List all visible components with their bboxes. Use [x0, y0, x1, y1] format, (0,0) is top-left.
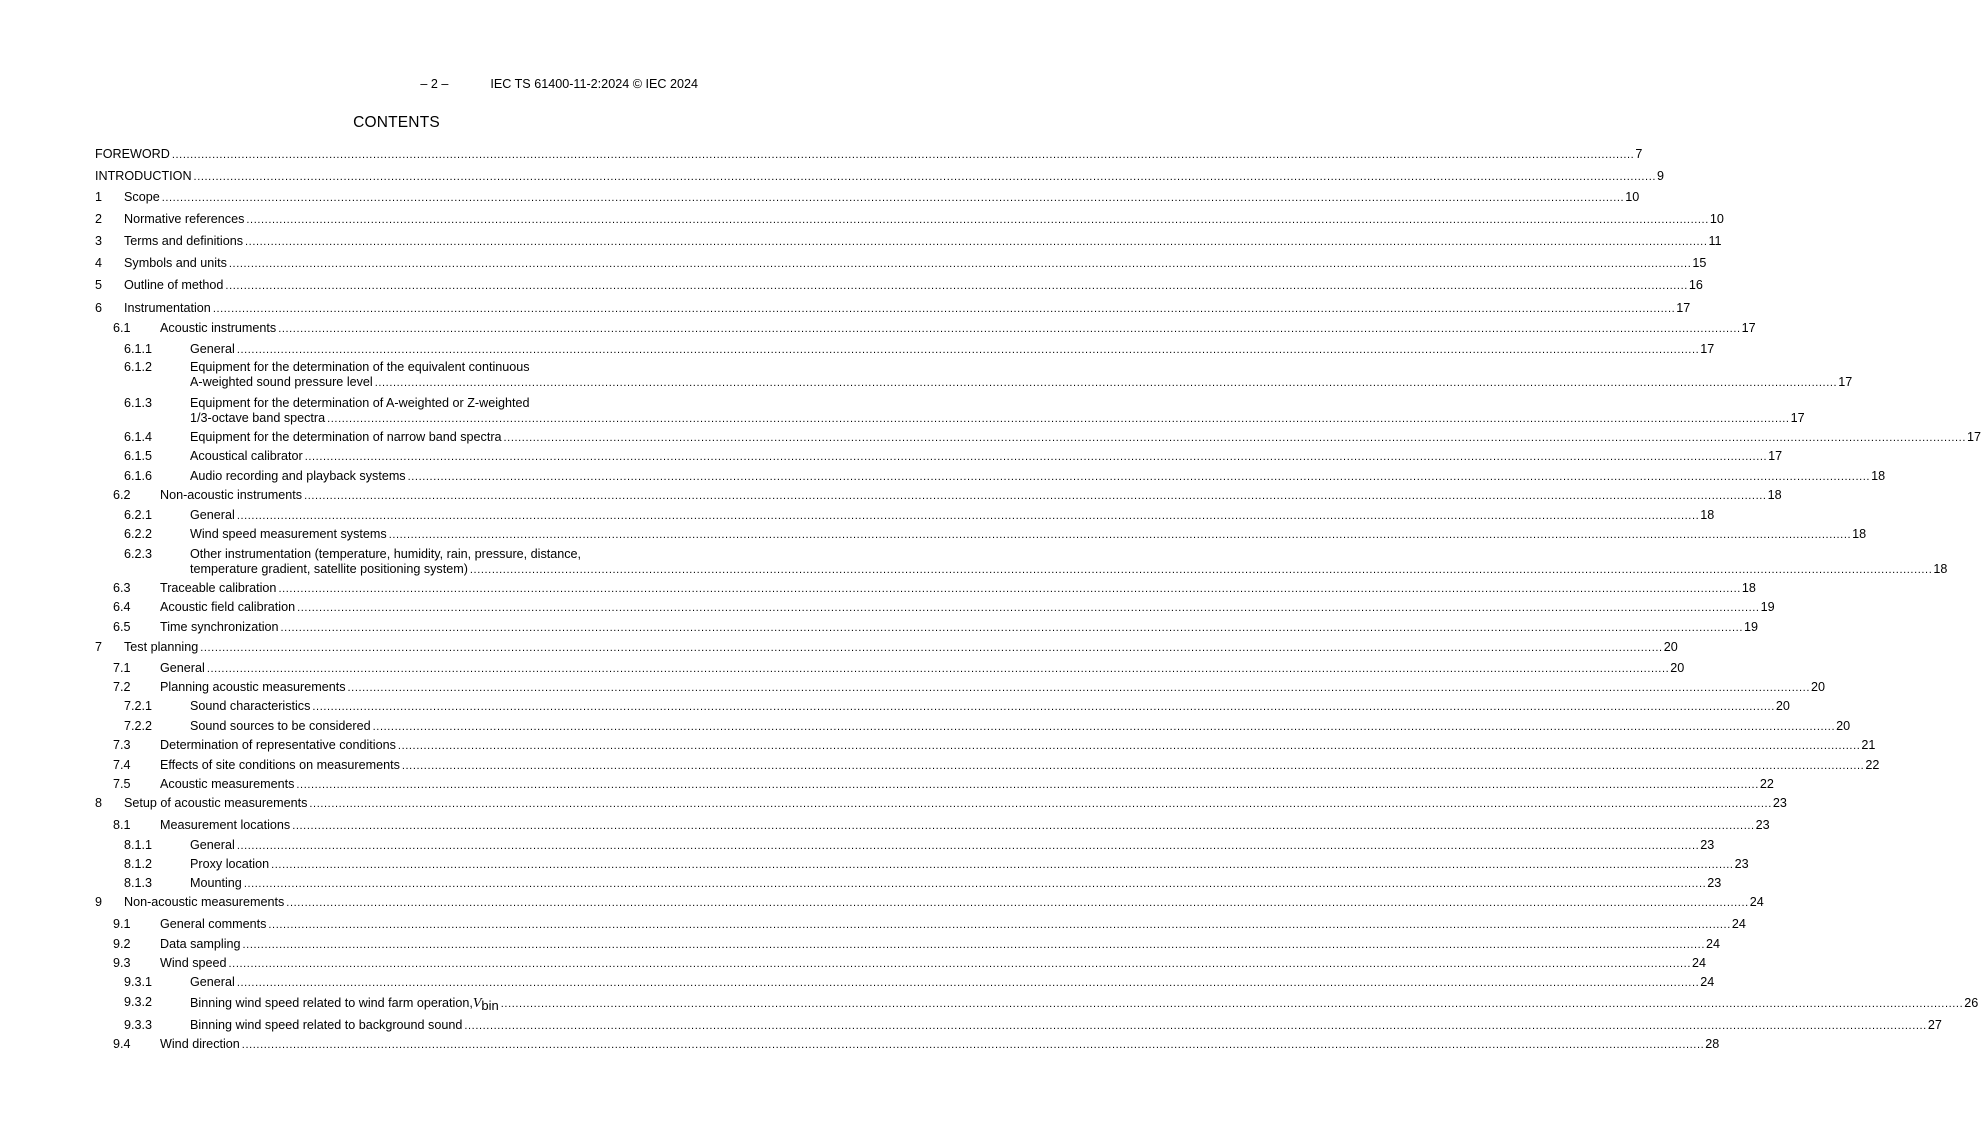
dot-leader: ................................................................................................................................................................................................................................................................................................................................................................................................................ [309, 798, 1772, 810]
dot-leader: ................................................................................................................................................................................................................................................................................................................................................................................................................ [304, 451, 1768, 463]
toc-entry-number: 9.3.2 [124, 995, 153, 1009]
toc-entry-line [124, 212, 1724, 228]
toc-entry-line [160, 758, 1880, 774]
toc-entry-page: 19 [1744, 620, 1759, 634]
toc-entry-line [160, 956, 1706, 972]
toc-entry-title: Acoustic instruments [160, 321, 277, 335]
toc-entry-title: Planning acoustic measurements [160, 680, 346, 694]
toc-entry-page: 18 [1871, 469, 1886, 483]
dot-leader: ................................................................................................................................................................................................................................................................................................................................................................................................................ [312, 701, 1775, 713]
dot-leader: ................................................................................................................................................................................................................................................................................................................................................................................................................ [242, 939, 1705, 951]
toc-entry-title: Time synchronization [160, 620, 279, 634]
dot-leader: ................................................................................................................................................................................................................................................................................................................................................................................................................ [292, 820, 1755, 832]
toc-entry-title: Symbols and units [124, 256, 227, 270]
dot-leader: ................................................................................................................................................................................................................................................................................................................................................................................................................ [469, 564, 1933, 576]
toc-entry-number: 6.2.2 [124, 527, 153, 541]
toc-entry-number: 8.1.1 [124, 838, 153, 852]
toc-entry-line [190, 1018, 1942, 1034]
toc-entry-number: 8.1.2 [124, 857, 153, 871]
page-number: – 2 – [420, 77, 449, 91]
toc-entry-number: 6.1.1 [124, 342, 153, 356]
dot-leader: ................................................................................................................................................................................................................................................................................................................................................................................................................ [503, 432, 1966, 444]
toc-entry-page: 17 [1676, 301, 1691, 315]
toc-entry-line [160, 937, 1720, 953]
toc-entry-title: Traceable calibration [160, 581, 277, 595]
toc-entry-number: 6.1.3 [124, 396, 153, 410]
toc-entry-number: 8.1.3 [124, 876, 153, 890]
toc-entry-page: 23 [1755, 818, 1770, 832]
toc-entry-page: 28 [1705, 1037, 1720, 1051]
toc-entry-page: 27 [1927, 1018, 1942, 1032]
dot-leader: ................................................................................................................................................................................................................................................................................................................................................................................................................ [401, 760, 1865, 772]
toc-entry-number: 7.4 [113, 758, 131, 772]
toc-entry-page: 15 [1692, 256, 1707, 270]
toc-entry-number: 7.1 [113, 661, 131, 675]
toc-entry-line [160, 738, 1876, 754]
toc-entry-title: Terms and definitions [124, 234, 244, 248]
toc-entry-page: 17 [1768, 449, 1783, 463]
toc-entry-page: 10 [1709, 212, 1724, 226]
toc-entry-line [190, 995, 1979, 1013]
toc-entry-line [190, 838, 1715, 854]
toc-entry-number: 9.2 [113, 937, 131, 951]
toc-entry-number: 9.4 [113, 1037, 131, 1051]
toc-entry-number: 9.3.3 [124, 1018, 153, 1032]
toc-entry-page: 7 [1635, 147, 1643, 161]
toc-entry-number: 3 [95, 234, 103, 248]
toc-entry-title: Non-acoustic measurements [124, 895, 285, 909]
toc-entry-line [190, 449, 1783, 465]
toc-entry-line [95, 147, 1643, 163]
toc-entry-line [190, 699, 1790, 715]
dot-leader: ................................................................................................................................................................................................................................................................................................................................................................................................................ [236, 840, 1700, 852]
toc-entry-number: 9.3.1 [124, 975, 153, 989]
toc-entry-page: 21 [1861, 738, 1876, 752]
toc-entry-number: 6.2 [113, 488, 131, 502]
toc-entry-title-line1: Equipment for the determination of the equivalent continuous [190, 360, 530, 374]
toc-entry-page: 23 [1700, 838, 1715, 852]
toc-entry-line [190, 719, 1851, 735]
toc-entry-line [160, 777, 1774, 793]
toc-entry-title: temperature gradient, satellite positioning system) [190, 562, 468, 576]
toc-entry-page: 23 [1707, 876, 1722, 890]
toc-entry-page: 20 [1775, 699, 1790, 713]
toc-entry-title: Acoustical calibrator [190, 449, 303, 463]
toc-entry-number: 7.2 [113, 680, 131, 694]
toc-entry-line [124, 234, 1722, 250]
page-title: CONTENTS [353, 114, 440, 131]
dot-leader: ................................................................................................................................................................................................................................................................................................................................................................................................................ [280, 622, 1743, 634]
toc-entry-number: 6 [95, 301, 103, 315]
dot-leader: ................................................................................................................................................................................................................................................................................................................................................................................................................ [296, 779, 1759, 791]
toc-entry-title: General [190, 838, 235, 852]
dot-leader: ................................................................................................................................................................................................................................................................................................................................................................................................................ [278, 323, 1741, 335]
toc-entry-line [160, 680, 1825, 696]
toc-entry-line [190, 857, 1749, 873]
toc-entry-number: 6.5 [113, 620, 131, 634]
toc-entry-line [160, 581, 1756, 597]
toc-entry-line [124, 190, 1640, 206]
toc-entry-page: 17 [1790, 411, 1805, 425]
toc-entry-page: 22 [1759, 777, 1774, 791]
toc-entry-title: Data sampling [160, 937, 241, 951]
toc-entry-title: General [190, 508, 235, 522]
toc-entry-page: 20 [1810, 680, 1825, 694]
toc-entry-line [160, 818, 1770, 834]
toc-entry-title: Wind direction [160, 1037, 240, 1051]
toc-entry-title: General comments [160, 917, 267, 931]
dot-leader: ................................................................................................................................................................................................................................................................................................................................................................................................................ [372, 721, 1836, 733]
toc-entry-title: Equipment for the determination of narrow band spectra [190, 430, 502, 444]
toc-entry-number: 7.3 [113, 738, 131, 752]
toc-entry-title: INTRODUCTION [95, 169, 192, 183]
toc-entry-number: 6.1.2 [124, 360, 153, 374]
toc-entry-number: 5 [95, 278, 103, 292]
toc-entry-page: 23 [1772, 796, 1787, 810]
page-header [0, 77, 698, 91]
toc-entry-line [190, 469, 1886, 485]
toc-entry-title: General [190, 342, 235, 356]
dot-leader: ................................................................................................................................................................................................................................................................................................................................................................................................................ [228, 258, 1692, 270]
toc-entry-line [124, 895, 1764, 911]
toc-entry-page: 24 [1749, 895, 1764, 909]
dot-leader: ................................................................................................................................................................................................................................................................................................................................................................................................................ [268, 919, 1731, 931]
toc-entry-title: Mounting [190, 876, 242, 890]
dot-leader: ................................................................................................................................................................................................................................................................................................................................................................................................................ [286, 897, 1749, 909]
toc-entry-number: 7.2.1 [124, 699, 153, 713]
toc-entry-symbol: V [472, 996, 482, 1011]
toc-entry-line [190, 411, 1805, 427]
toc-entry-title: Acoustic field calibration [160, 600, 296, 614]
toc-entry-title: Binning wind speed related to background sound [190, 1018, 463, 1032]
document-reference: IEC TS 61400-11-2:2024 © IEC 2024 [490, 77, 698, 91]
toc-entry-page: 23 [1734, 857, 1749, 871]
toc-entry-title: Wind speed [160, 956, 227, 970]
toc-entry-page: 17 [1838, 375, 1853, 389]
toc-entry-page: 17 [1741, 321, 1756, 335]
dot-leader: ................................................................................................................................................................................................................................................................................................................................................................................................................ [397, 740, 1861, 752]
toc-entry-line [190, 562, 1948, 578]
toc-entry-title: Measurement locations [160, 818, 291, 832]
toc-entry-page: 18 [1933, 562, 1948, 576]
toc-entry-line [190, 430, 1981, 446]
dot-leader: ................................................................................................................................................................................................................................................................................................................................................................................................................ [327, 413, 1790, 425]
toc-entry-number: 6.4 [113, 600, 131, 614]
dot-leader: ................................................................................................................................................................................................................................................................................................................................................................................................................ [464, 1020, 1927, 1032]
toc-entry-title: Non-acoustic instruments [160, 488, 303, 502]
toc-entry-number: 6.1.4 [124, 430, 153, 444]
toc-entry-line [160, 321, 1756, 337]
toc-entry-number: 8.1 [113, 818, 131, 832]
dot-leader: ................................................................................................................................................................................................................................................................................................................................................................................................................ [304, 490, 1767, 502]
toc-entry-title: A-weighted sound pressure level [190, 375, 373, 389]
toc-entry-line [160, 600, 1775, 616]
toc-entry-title: Scope [124, 190, 160, 204]
dot-leader: ................................................................................................................................................................................................................................................................................................................................................................................................................ [193, 171, 1657, 183]
toc-entry-page: 22 [1865, 758, 1880, 772]
toc-entry-line [190, 342, 1715, 358]
toc-entry-line [124, 256, 1707, 272]
toc-entry-page: 24 [1705, 937, 1720, 951]
dot-leader: ................................................................................................................................................................................................................................................................................................................................................................................................................ [388, 529, 1852, 541]
dot-leader: ................................................................................................................................................................................................................................................................................................................................................................................................................ [297, 602, 1760, 614]
toc-entry-line [95, 169, 1665, 185]
toc-entry-page: 18 [1741, 581, 1756, 595]
dot-leader: ................................................................................................................................................................................................................................................................................................................................................................................................................ [206, 663, 1670, 675]
toc-entry-page: 18 [1700, 508, 1715, 522]
toc-entry-page: 18 [1767, 488, 1782, 502]
toc-entry-line [190, 876, 1722, 892]
toc-entry-number: 7.5 [113, 777, 131, 791]
toc-entry-title: Acoustic measurements [160, 777, 295, 791]
toc-entry-title: 1/3-octave band spectra [190, 411, 326, 425]
toc-entry-title: Effects of site conditions on measurements [160, 758, 400, 772]
toc-entry-line [124, 640, 1678, 656]
toc-entry-page: 17 [1700, 342, 1715, 356]
toc-entry-title: Proxy location [190, 857, 270, 871]
toc-entry-number: 6.1 [113, 321, 131, 335]
toc-entry-number: 7 [95, 640, 103, 654]
toc-entry-page: 9 [1657, 169, 1665, 183]
toc-entry-title: Determination of representative conditions [160, 738, 396, 752]
toc-entry-page: 24 [1691, 956, 1706, 970]
toc-entry-number: 7.2.2 [124, 719, 153, 733]
toc-entry-line [124, 278, 1703, 294]
toc-entry-title-line1: Equipment for the determination of A-weighted or Z-weighted [190, 396, 530, 410]
toc-entry-page: 11 [1708, 234, 1722, 248]
dot-leader: ................................................................................................................................................................................................................................................................................................................................................................................................................ [200, 642, 1663, 654]
toc-entry-number: 2 [95, 212, 103, 226]
dot-leader: ................................................................................................................................................................................................................................................................................................................................................................................................................ [212, 303, 1676, 315]
dot-leader: ................................................................................................................................................................................................................................................................................................................................................................................................................ [347, 682, 1810, 694]
dot-leader: ................................................................................................................................................................................................................................................................................................................................................................................................................ [246, 214, 1709, 226]
toc-entry-line [190, 527, 1867, 543]
toc-entry-number: 1 [95, 190, 103, 204]
toc-entry-title: General [190, 975, 235, 989]
dot-leader: ................................................................................................................................................................................................................................................................................................................................................................................................................ [228, 958, 1691, 970]
dot-leader: ................................................................................................................................................................................................................................................................................................................................................................................................................ [171, 149, 1635, 161]
toc-entry-title: Audio recording and playback systems [190, 469, 406, 483]
toc-entry-number: 4 [95, 256, 103, 270]
toc-entry-page: 20 [1670, 661, 1685, 675]
dot-leader: ................................................................................................................................................................................................................................................................................................................................................................................................................ [374, 377, 1838, 389]
toc-entry-line [124, 796, 1787, 812]
toc-entry-title: Test planning [124, 640, 199, 654]
toc-entry-line [124, 301, 1691, 317]
toc-entry-line [190, 508, 1715, 524]
toc-entry-line [190, 375, 1853, 391]
toc-entry-number: 6.1.5 [124, 449, 153, 463]
toc-entry-line [160, 488, 1782, 504]
toc-entry-title: Binning wind speed related to wind farm operation, [190, 996, 473, 1010]
toc-entry-page: 20 [1836, 719, 1851, 733]
toc-entry-page: 24 [1731, 917, 1746, 931]
toc-entry-number: 9.3 [113, 956, 131, 970]
toc-entry-title: General [160, 661, 205, 675]
toc-entry-title: FOREWORD [95, 147, 170, 161]
dot-leader: ................................................................................................................................................................................................................................................................................................................................................................................................................ [278, 583, 1741, 595]
toc-entry-number: 6.2.3 [124, 547, 153, 561]
toc-entry-title: Normative references [124, 212, 245, 226]
toc-entry-title: Wind speed measurement systems [190, 527, 387, 541]
toc-entry-number: 6.3 [113, 581, 131, 595]
toc-entry-line [160, 1037, 1720, 1053]
toc-entry-page: 19 [1760, 600, 1775, 614]
toc-entry-title-line1: Other instrumentation (temperature, humidity, rain, pressure, distance, [190, 547, 582, 561]
toc-entry-page: 16 [1688, 278, 1703, 292]
toc-entry-title: Sound characteristics [190, 699, 311, 713]
toc-entry-line [160, 620, 1759, 636]
dot-leader: ................................................................................................................................................................................................................................................................................................................................................................................................................ [407, 471, 1871, 483]
toc-entry-number: 9.1 [113, 917, 131, 931]
toc-entry-title: Sound sources to be considered [190, 719, 371, 733]
toc-entry-page: 18 [1852, 527, 1867, 541]
toc-entry-title: Outline of method [124, 278, 224, 292]
toc-entry-number: 6.1.6 [124, 469, 153, 483]
dot-leader: ................................................................................................................................................................................................................................................................................................................................................................................................................ [241, 1039, 1705, 1051]
dot-leader: ................................................................................................................................................................................................................................................................................................................................................................................................................ [161, 192, 1625, 204]
dot-leader: ................................................................................................................................................................................................................................................................................................................................................................................................................ [236, 977, 1700, 989]
dot-leader: ................................................................................................................................................................................................................................................................................................................................................................................................................ [236, 344, 1700, 356]
dot-leader: ................................................................................................................................................................................................................................................................................................................................................................................................................ [245, 236, 1708, 248]
toc-entry-page: 26 [1964, 996, 1979, 1010]
dot-leader: ................................................................................................................................................................................................................................................................................................................................................................................................................ [271, 859, 1734, 871]
dot-leader: ................................................................................................................................................................................................................................................................................................................................................................................................................ [236, 510, 1700, 522]
toc-entry-line [160, 661, 1685, 677]
toc-entry-line [160, 917, 1746, 933]
toc-entry-page: 24 [1700, 975, 1715, 989]
dot-leader: ................................................................................................................................................................................................................................................................................................................................................................................................................ [243, 878, 1707, 890]
dot-leader: ................................................................................................................................................................................................................................................................................................................................................................................................................ [225, 280, 1688, 292]
toc-entry-number: 9 [95, 895, 103, 909]
toc-entry-page: 17 [1967, 430, 1981, 444]
toc-entry-line [190, 975, 1715, 991]
toc-entry-number: 6.2.1 [124, 508, 153, 522]
toc-entry-symbol-subscript: bin [481, 998, 499, 1013]
toc-entry-title: Setup of acoustic measurements [124, 796, 308, 810]
toc-entry-page: 10 [1625, 190, 1640, 204]
toc-entry-page: 20 [1663, 640, 1678, 654]
toc-entry-number: 8 [95, 796, 103, 810]
toc-entry-title: Instrumentation [124, 301, 211, 315]
dot-leader: ................................................................................................................................................................................................................................................................................................................................................................................................................ [500, 998, 1964, 1010]
